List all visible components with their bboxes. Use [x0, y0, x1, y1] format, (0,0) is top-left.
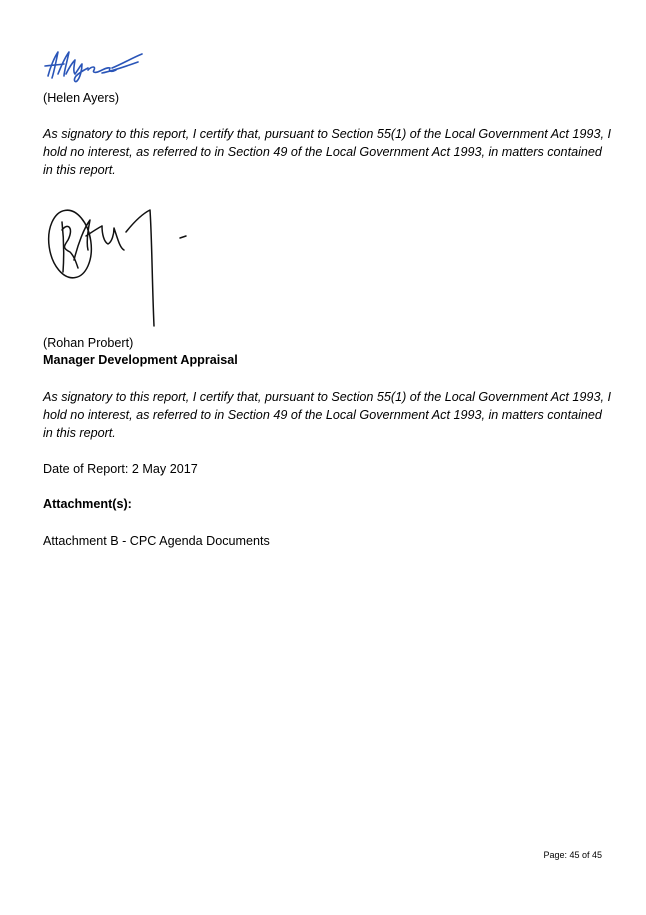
signature-helen-ayers [42, 44, 148, 84]
signatory2-title: Manager Development Appraisal [43, 353, 238, 367]
signatory2-name: (Rohan Probert) [43, 336, 134, 350]
signatory1-statement: As signatory to this report, I certify that, pursuant to Section 55(1) of the Local Government Act 1993, I hold no interest, as referred to in Section 49 of the Local Government Act 1993, in matters contained in this report. [43, 127, 611, 177]
signatory1-name: (Helen Ayers) [43, 91, 120, 105]
attachment-item: Attachment B - CPC Agenda Documents [43, 534, 270, 548]
page-number: Page: 45 of 45 [543, 850, 602, 860]
signatory2-statement: As signatory to this report, I certify that, pursuant to Section 55(1) of the Local Government Act 1993, I hold no interest, as referred to in Section 49 of the Local Government Act 1993, in matters contained in this report. [43, 390, 611, 440]
signature-rohan-probert [40, 200, 190, 332]
report-date: Date of Report: 2 May 2017 [43, 462, 198, 476]
attachments-heading: Attachment(s): [43, 497, 132, 511]
